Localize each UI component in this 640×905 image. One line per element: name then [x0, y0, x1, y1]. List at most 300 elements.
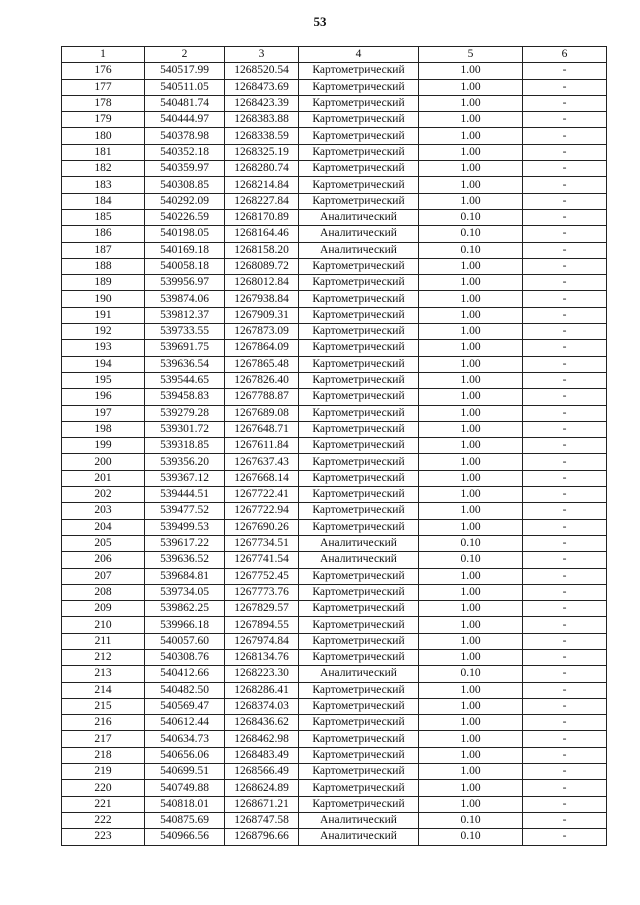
table-cell: -	[523, 747, 607, 763]
table-cell: 540699.51	[145, 764, 225, 780]
table-cell: 192	[62, 324, 145, 340]
table-cell: Картометрический	[299, 454, 419, 470]
table-row	[62, 209, 607, 225]
table-cell: 183	[62, 177, 145, 193]
table-cell: -	[523, 649, 607, 665]
table-cell: -	[523, 291, 607, 307]
table-cell: 1268338.59	[225, 128, 299, 144]
table-cell: 540226.59	[145, 209, 225, 225]
table-cell: 540412.66	[145, 666, 225, 682]
table-cell: 1.00	[419, 731, 523, 747]
table-row	[62, 161, 607, 177]
table-cell: Картометрический	[299, 568, 419, 584]
table-cell: -	[523, 389, 607, 405]
table-cell: 0.10	[419, 666, 523, 682]
table-row	[62, 307, 607, 323]
column-header: 2	[145, 47, 225, 63]
table-row	[62, 519, 607, 535]
table-cell: 198	[62, 421, 145, 437]
table-cell: 1268012.84	[225, 275, 299, 291]
table-cell: 1268520.54	[225, 63, 299, 79]
table-cell: 189	[62, 275, 145, 291]
table-cell: 208	[62, 584, 145, 600]
table-row	[62, 829, 607, 845]
table-cell: Картометрический	[299, 487, 419, 503]
table-cell: 1268374.03	[225, 698, 299, 714]
table-cell: 1268796.66	[225, 829, 299, 845]
table-cell: 215	[62, 698, 145, 714]
table-cell: 1.00	[419, 307, 523, 323]
table-cell: -	[523, 552, 607, 568]
table-row	[62, 796, 607, 812]
table-cell: -	[523, 79, 607, 95]
table-cell: -	[523, 487, 607, 503]
table-cell: Картометрический	[299, 584, 419, 600]
table-cell: 1.00	[419, 617, 523, 633]
table-cell: -	[523, 682, 607, 698]
table-row	[62, 568, 607, 584]
table-row	[62, 682, 607, 698]
table-row	[62, 812, 607, 828]
table-cell: 1.00	[419, 144, 523, 160]
table-cell: 539617.22	[145, 535, 225, 551]
table-cell: 1268566.49	[225, 764, 299, 780]
table-cell: 188	[62, 258, 145, 274]
table-row	[62, 242, 607, 258]
table-cell: 1268671.21	[225, 796, 299, 812]
table-cell: 539477.52	[145, 503, 225, 519]
table-cell: 540656.06	[145, 747, 225, 763]
table-cell: -	[523, 780, 607, 796]
table-row	[62, 601, 607, 617]
column-header: 3	[225, 47, 299, 63]
table-row	[62, 128, 607, 144]
table-cell: 539684.81	[145, 568, 225, 584]
table-cell: 185	[62, 209, 145, 225]
table-cell: 191	[62, 307, 145, 323]
table-cell: 0.10	[419, 552, 523, 568]
table-cell: -	[523, 715, 607, 731]
table-cell: 1267865.48	[225, 356, 299, 372]
table-cell: 1.00	[419, 649, 523, 665]
table-cell: 539544.65	[145, 372, 225, 388]
table-cell: 1267873.09	[225, 324, 299, 340]
table-row	[62, 633, 607, 649]
table-cell: Картометрический	[299, 144, 419, 160]
table-cell: 1267637.43	[225, 454, 299, 470]
table-cell: 184	[62, 193, 145, 209]
table-row	[62, 438, 607, 454]
table-cell: 539966.18	[145, 617, 225, 633]
table-cell: -	[523, 161, 607, 177]
table-cell: 1.00	[419, 601, 523, 617]
table-cell: 220	[62, 780, 145, 796]
table-cell: Картометрический	[299, 519, 419, 535]
table-cell: 1.00	[419, 291, 523, 307]
table-cell: 0.10	[419, 535, 523, 551]
table-cell: -	[523, 128, 607, 144]
table-cell: Картометрический	[299, 421, 419, 437]
table-cell: 539367.12	[145, 470, 225, 486]
table-cell: 178	[62, 95, 145, 111]
table-cell: 202	[62, 487, 145, 503]
table-cell: 1268286.41	[225, 682, 299, 698]
table-cell: 1267752.45	[225, 568, 299, 584]
table-cell: 539733.55	[145, 324, 225, 340]
table-row	[62, 177, 607, 193]
table-cell: Картометрический	[299, 780, 419, 796]
table-cell: 0.10	[419, 226, 523, 242]
table-cell: 1267722.41	[225, 487, 299, 503]
table-cell: -	[523, 324, 607, 340]
table-cell: 1.00	[419, 405, 523, 421]
table-cell: -	[523, 601, 607, 617]
table-cell: 540481.74	[145, 95, 225, 111]
table-cell: 1268164.46	[225, 226, 299, 242]
table-cell: -	[523, 470, 607, 486]
table-cell: 1.00	[419, 389, 523, 405]
table-cell: 1268423.39	[225, 95, 299, 111]
table-cell: Картометрический	[299, 128, 419, 144]
table-row	[62, 780, 607, 796]
table-cell: -	[523, 519, 607, 535]
table-cell: 177	[62, 79, 145, 95]
table-cell: 540058.18	[145, 258, 225, 274]
table-cell: -	[523, 340, 607, 356]
table-cell: 218	[62, 747, 145, 763]
coordinates-table	[61, 46, 607, 846]
table-cell: 1267648.71	[225, 421, 299, 437]
table-row	[62, 470, 607, 486]
table-cell: -	[523, 829, 607, 845]
table-cell: 539636.52	[145, 552, 225, 568]
column-header: 5	[419, 47, 523, 63]
table-row	[62, 389, 607, 405]
table-cell: 200	[62, 454, 145, 470]
table-cell: Картометрический	[299, 161, 419, 177]
table-row	[62, 764, 607, 780]
table-row	[62, 112, 607, 128]
table-row	[62, 503, 607, 519]
table-cell: 540198.05	[145, 226, 225, 242]
table-cell: 539874.06	[145, 291, 225, 307]
table-cell: 210	[62, 617, 145, 633]
table-cell: 1268325.19	[225, 144, 299, 160]
table-cell: -	[523, 535, 607, 551]
table-row	[62, 617, 607, 633]
table-cell: 540875.69	[145, 812, 225, 828]
table-row	[62, 193, 607, 209]
table-cell: 1.00	[419, 421, 523, 437]
table-cell: Картометрический	[299, 617, 419, 633]
table-cell: 1.00	[419, 470, 523, 486]
table-cell: 540749.88	[145, 780, 225, 796]
table-cell: 217	[62, 731, 145, 747]
table-row	[62, 731, 607, 747]
page-number: 53	[313, 14, 327, 29]
table-cell: -	[523, 438, 607, 454]
table-cell: Картометрический	[299, 112, 419, 128]
table-cell: 1267773.76	[225, 584, 299, 600]
table-cell: 1.00	[419, 193, 523, 209]
table-cell: 1267826.40	[225, 372, 299, 388]
table-cell: -	[523, 764, 607, 780]
table-cell: Картометрический	[299, 649, 419, 665]
table-cell: 539499.53	[145, 519, 225, 535]
table-cell: 540308.85	[145, 177, 225, 193]
table-cell: 1268383.88	[225, 112, 299, 128]
table-cell: 206	[62, 552, 145, 568]
table-cell: Картометрический	[299, 796, 419, 812]
table-row	[62, 715, 607, 731]
table-cell: 1.00	[419, 780, 523, 796]
table-row	[62, 275, 607, 291]
table-cell: 1267788.87	[225, 389, 299, 405]
table-cell: 1267864.09	[225, 340, 299, 356]
table-row	[62, 649, 607, 665]
table-cell: Аналитический	[299, 226, 419, 242]
table-cell: 540511.05	[145, 79, 225, 95]
table-cell: Картометрический	[299, 79, 419, 95]
table-cell: 1.00	[419, 356, 523, 372]
table-cell: 1.00	[419, 324, 523, 340]
table-cell: 199	[62, 438, 145, 454]
table-cell: Картометрический	[299, 747, 419, 763]
table-cell: 1.00	[419, 487, 523, 503]
table-cell: 1.00	[419, 112, 523, 128]
table-cell: 1.00	[419, 682, 523, 698]
table-cell: 197	[62, 405, 145, 421]
table-cell: Картометрический	[299, 503, 419, 519]
table-cell: 539356.20	[145, 454, 225, 470]
table-cell: 1.00	[419, 747, 523, 763]
table-cell: 1268227.84	[225, 193, 299, 209]
table-cell: 1.00	[419, 519, 523, 535]
table-cell: 539691.75	[145, 340, 225, 356]
table-cell: Картометрический	[299, 291, 419, 307]
table-cell: Аналитический	[299, 666, 419, 682]
column-header: 6	[523, 47, 607, 63]
table-cell: 1268089.72	[225, 258, 299, 274]
table-cell: 219	[62, 764, 145, 780]
column-header: 4	[299, 47, 419, 63]
table-cell: 1.00	[419, 454, 523, 470]
table-cell: 539812.37	[145, 307, 225, 323]
table-cell: -	[523, 144, 607, 160]
coordinates-table-body	[62, 47, 607, 846]
table-cell: 539458.83	[145, 389, 225, 405]
table-row	[62, 454, 607, 470]
table-row	[62, 95, 607, 111]
table-cell: 212	[62, 649, 145, 665]
table-cell: 1.00	[419, 95, 523, 111]
table-cell: -	[523, 405, 607, 421]
table-cell: 223	[62, 829, 145, 845]
table-cell: 1268214.84	[225, 177, 299, 193]
table-cell: -	[523, 177, 607, 193]
table-cell: 203	[62, 503, 145, 519]
table-cell: 176	[62, 63, 145, 79]
table-cell: 209	[62, 601, 145, 617]
table-cell: 1.00	[419, 275, 523, 291]
table-cell: 539279.28	[145, 405, 225, 421]
table-cell: Картометрический	[299, 715, 419, 731]
table-cell: -	[523, 633, 607, 649]
table-cell: 211	[62, 633, 145, 649]
table-cell: -	[523, 356, 607, 372]
table-cell: 1.00	[419, 161, 523, 177]
table-row	[62, 666, 607, 682]
table-row	[62, 487, 607, 503]
table-cell: Картометрический	[299, 63, 419, 79]
table-cell: 1268158.20	[225, 242, 299, 258]
table-cell: 540169.18	[145, 242, 225, 258]
table-cell: Картометрический	[299, 698, 419, 714]
table-cell: Аналитический	[299, 552, 419, 568]
table-cell: 540634.73	[145, 731, 225, 747]
table-cell: 196	[62, 389, 145, 405]
table-row	[62, 226, 607, 242]
table-cell: 190	[62, 291, 145, 307]
table-cell: 1267722.94	[225, 503, 299, 519]
table-cell: 1268170.89	[225, 209, 299, 225]
table-cell: Картометрический	[299, 356, 419, 372]
table-cell: 540308.76	[145, 649, 225, 665]
table-cell: -	[523, 731, 607, 747]
table-cell: 1268624.89	[225, 780, 299, 796]
table-cell: 540482.50	[145, 682, 225, 698]
table-row	[62, 405, 607, 421]
table-cell: 1.00	[419, 372, 523, 388]
table-cell: Аналитический	[299, 242, 419, 258]
table-cell: 187	[62, 242, 145, 258]
table-cell: 540359.97	[145, 161, 225, 177]
table-cell: 539318.85	[145, 438, 225, 454]
table-cell: Картометрический	[299, 324, 419, 340]
table-cell: 1.00	[419, 79, 523, 95]
table-cell: 1.00	[419, 340, 523, 356]
table-header-row	[62, 47, 607, 63]
table-cell: 540818.01	[145, 796, 225, 812]
table-cell: -	[523, 584, 607, 600]
table-cell: 1.00	[419, 177, 523, 193]
table-cell: 182	[62, 161, 145, 177]
table-cell: 1267909.31	[225, 307, 299, 323]
table-cell: 1.00	[419, 63, 523, 79]
table-cell: 539636.54	[145, 356, 225, 372]
table-cell: 1267689.08	[225, 405, 299, 421]
table-cell: 216	[62, 715, 145, 731]
table-cell: Картометрический	[299, 764, 419, 780]
table-cell: -	[523, 666, 607, 682]
table-cell: 186	[62, 226, 145, 242]
table-cell: Картометрический	[299, 633, 419, 649]
table-cell: -	[523, 275, 607, 291]
table-cell: -	[523, 421, 607, 437]
table-cell: 214	[62, 682, 145, 698]
table-cell: -	[523, 95, 607, 111]
table-cell: -	[523, 226, 607, 242]
table-cell: -	[523, 454, 607, 470]
table-cell: 540378.98	[145, 128, 225, 144]
table-cell: 540612.44	[145, 715, 225, 731]
table-row	[62, 356, 607, 372]
table-cell: Картометрический	[299, 389, 419, 405]
table-cell: Картометрический	[299, 275, 419, 291]
table-cell: -	[523, 372, 607, 388]
table-cell: 540517.99	[145, 63, 225, 79]
table-cell: Картометрический	[299, 438, 419, 454]
table-cell: Аналитический	[299, 209, 419, 225]
table-cell: 1.00	[419, 584, 523, 600]
table-cell: 1.00	[419, 568, 523, 584]
table-cell: 539444.51	[145, 487, 225, 503]
table-cell: 195	[62, 372, 145, 388]
table-cell: 1267829.57	[225, 601, 299, 617]
table-cell: -	[523, 812, 607, 828]
table-cell: Картометрический	[299, 258, 419, 274]
table-cell: 540444.97	[145, 112, 225, 128]
table-cell: -	[523, 63, 607, 79]
table-cell: -	[523, 258, 607, 274]
table-cell: 0.10	[419, 209, 523, 225]
table-cell: 179	[62, 112, 145, 128]
table-cell: -	[523, 698, 607, 714]
table-cell: 539734.05	[145, 584, 225, 600]
table-cell: -	[523, 796, 607, 812]
table-cell: 1.00	[419, 438, 523, 454]
table-cell: 539862.25	[145, 601, 225, 617]
table-cell: 193	[62, 340, 145, 356]
table-cell: Аналитический	[299, 535, 419, 551]
table-cell: 1.00	[419, 715, 523, 731]
table-cell: 1.00	[419, 764, 523, 780]
table-cell: 1267690.26	[225, 519, 299, 535]
table-cell: Картометрический	[299, 601, 419, 617]
table-cell: Картометрический	[299, 340, 419, 356]
table-cell: Картометрический	[299, 307, 419, 323]
table-cell: 180	[62, 128, 145, 144]
table-row	[62, 340, 607, 356]
table-cell: 194	[62, 356, 145, 372]
table-cell: 1.00	[419, 698, 523, 714]
table-cell: -	[523, 617, 607, 633]
table-row	[62, 421, 607, 437]
table-row	[62, 79, 607, 95]
table-cell: 222	[62, 812, 145, 828]
table-cell: 181	[62, 144, 145, 160]
table-cell: 1.00	[419, 258, 523, 274]
table-cell: Картометрический	[299, 682, 419, 698]
table-cell: -	[523, 568, 607, 584]
table-cell: 1267894.55	[225, 617, 299, 633]
table-cell: 540352.18	[145, 144, 225, 160]
table-cell: 1268462.98	[225, 731, 299, 747]
table-cell: 1267974.84	[225, 633, 299, 649]
table-cell: Картометрический	[299, 731, 419, 747]
table-cell: Картометрический	[299, 372, 419, 388]
table-cell: Картометрический	[299, 193, 419, 209]
table-cell: Аналитический	[299, 829, 419, 845]
table-cell: Картометрический	[299, 95, 419, 111]
table-cell: 0.10	[419, 242, 523, 258]
table-cell: 1.00	[419, 633, 523, 649]
table-cell: 201	[62, 470, 145, 486]
table-row	[62, 747, 607, 763]
table-row	[62, 698, 607, 714]
table-cell: -	[523, 242, 607, 258]
table-cell: 1268747.58	[225, 812, 299, 828]
